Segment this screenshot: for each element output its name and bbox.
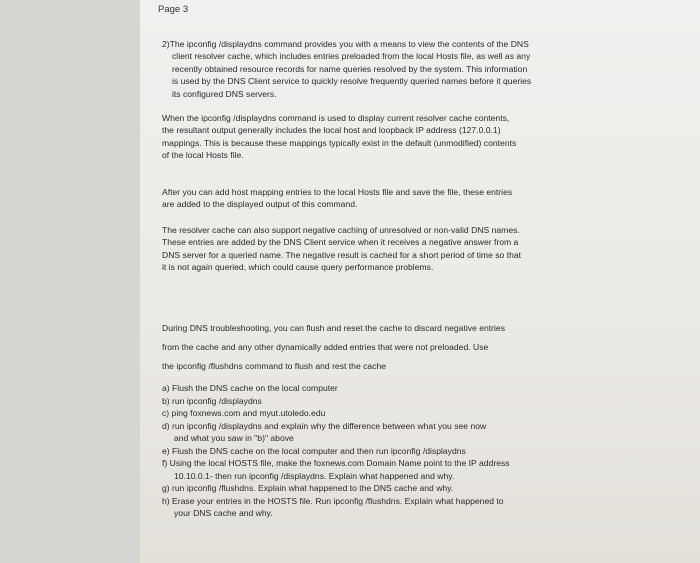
text-line: the resultant output generally includes the local host and loopback IP address (127.0.0.1) <box>162 125 501 136</box>
list-item: d) run ipconfig /displaydns and explain why the difference between what you see now <box>162 420 487 431</box>
text-line: it is not again queried, which could cause query performance problems. <box>162 262 434 273</box>
paragraph-resolver-cache <box>162 112 577 162</box>
left-margin <box>0 0 140 563</box>
text-line: The resolver cache can also support negative caching of unresolved or non-valid DNS names. <box>162 225 520 235</box>
list-item: b) run ipconfig /displaydns <box>162 395 262 406</box>
text-line: are added to the displayed output of this command. <box>162 199 358 210</box>
text-line: its configured DNS servers. <box>172 88 277 99</box>
paragraph-negative-caching <box>162 224 577 274</box>
text-line: These entries are added by the DNS Client service when it receives a negative answer from a <box>162 237 519 248</box>
page-number: Page 3 <box>158 4 189 15</box>
list-item: e) Flush the DNS cache on the local computer and then run ipconfig /displaydns <box>162 445 466 456</box>
task-list <box>162 382 577 520</box>
text-line: When the ipconfig /displaydns command is used to display current resolver cache contents, <box>162 113 510 123</box>
list-item: h) Erase your entries in the HOSTS file. Run ipconfig /flushdns. Explain what happened to <box>162 495 504 506</box>
text-line: 2)The ipconfig /displaydns command provides you with a means to view the contents of the DNS <box>162 39 529 49</box>
list-item: a) Flush the DNS cache on the local computer <box>162 383 338 393</box>
list-item-continuation: and what you saw in "b)" above <box>174 433 294 443</box>
text-line: client resolver cache, which includes entries preloaded from the local Hosts file, as well as any <box>172 51 531 62</box>
list-item: g) run ipconfig /flushdns. Explain what happened to the DNS cache and why. <box>162 483 454 493</box>
text-line: of the local Hosts file. <box>162 150 244 161</box>
text-line: the ipconfig /flushdns command to flush and rest the cache <box>162 361 387 371</box>
list-item-continuation: 10.10.0.1- then run ipconfig /displaydns. Explain what happened and why. <box>174 470 455 481</box>
text-line: from the cache and any other dynamically added entries that were not preloaded. Use <box>162 342 489 352</box>
list-item-continuation: your DNS cache and why. <box>174 508 273 518</box>
question-intro <box>162 38 577 100</box>
text-line: During DNS troubleshooting, you can flush and reset the cache to discard negative entries <box>162 323 505 333</box>
text-line: recently obtained resource records for name queries resolved by the system. This information <box>172 63 528 74</box>
document-page <box>140 0 700 563</box>
list-item: f) Using the local HOSTS file, make the foxnews.com Domain Name point to the IP address <box>162 458 510 468</box>
paragraph-troubleshooting <box>162 319 577 376</box>
text-line: DNS server for a queried name. The negative result is cached for a short period of time so that <box>162 249 522 260</box>
text-line: mappings. This is because these mappings typically exist in the default (unmodified) contents <box>162 137 517 148</box>
text-line: is used by the DNS Client service to quickly resolve frequently queried names before it queries <box>172 76 532 87</box>
paragraph-host-mapping <box>162 186 577 211</box>
list-item: c) ping foxnews.com and myut.utoledo.edu <box>162 408 326 418</box>
text-line: After you can add host mapping entries to the local Hosts file and save the file, these entries <box>162 187 513 197</box>
